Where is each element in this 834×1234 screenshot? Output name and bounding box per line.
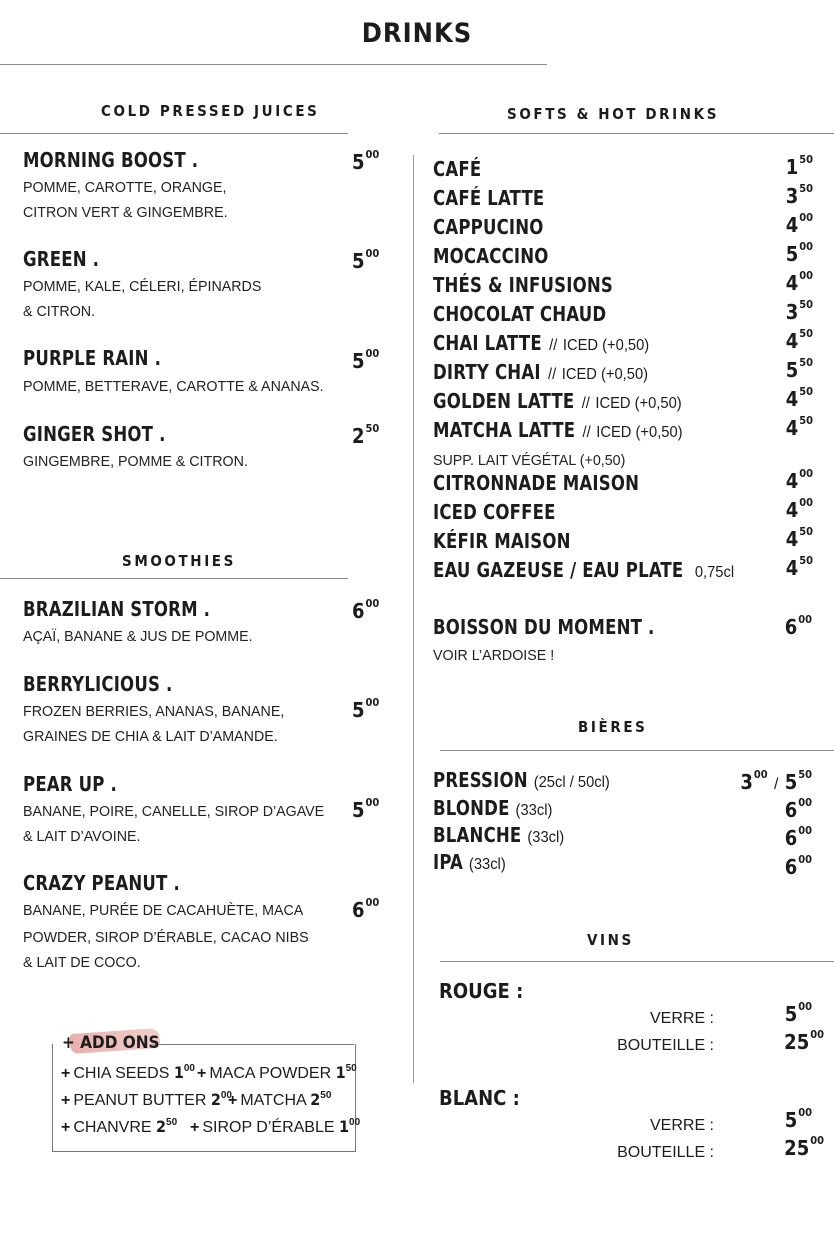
wine-verre-label: VERRE : — [649, 1117, 714, 1134]
item-price: $2^{50}$ — [352, 422, 380, 448]
item-description: FROZEN BERRIES, ANANAS, BANANE, — [23, 703, 285, 720]
item-name: BLANCHE (33cl) — [433, 823, 565, 847]
item-name: PEAR UP . — [23, 772, 118, 796]
item-name: EAU GAZEUSE / EAU PLATE 0,75cl — [433, 558, 735, 582]
item-price: $4^{00}$ — [785, 467, 813, 493]
item-description: POMME, CAROTTE, ORANGE, — [23, 179, 227, 196]
item-name: MOCACCINO — [433, 244, 549, 268]
item-name: PRESSION (25cl / 50cl) — [433, 768, 610, 792]
wine-verre-price: $5^{00}$ — [784, 1000, 812, 1026]
supp-note: SUPP. LAIT VÉGÉTAL (+0,50) — [433, 452, 626, 469]
item-name: CHAI LATTE // ICED (+0,50) — [433, 331, 650, 355]
item-price: $3^{00} / 5^{50}$ — [740, 768, 812, 794]
item-description: BANANE, POIRE, CANELLE, SIROP D’AGAVE — [23, 803, 325, 820]
item-price: $6^{00}$ — [784, 796, 812, 822]
item-description: CITRON VERT & GINGEMBRE. — [23, 204, 228, 221]
item-description: POMME, BETTERAVE, CAROTTE & ANANAS. — [23, 378, 324, 395]
item-description: & LAIT D’AVOINE. — [23, 828, 141, 845]
addon-item: + MACA POWDER $1^{50}$ — [197, 1063, 357, 1082]
section-title-softs-hot-drinks: SOFTS & HOT DRINKS — [507, 105, 720, 123]
addon-item: + SIROP D’ÉRABLE $1^{00}$ — [190, 1117, 361, 1136]
menu-row — [433, 445, 813, 469]
menu-row — [433, 416, 813, 445]
softs-list — [433, 155, 813, 585]
item-name: CAFÉ LATTE — [433, 186, 545, 210]
item-description: & CITRON. — [23, 303, 96, 320]
item-name: ICED COFFEE — [433, 500, 556, 524]
item-name: PURPLE RAIN . — [23, 346, 162, 370]
section-title-smoothies: SMOOTHIES — [122, 552, 236, 570]
item-price: $4^{50}$ — [785, 554, 813, 580]
page-title: DRINKS — [361, 18, 473, 49]
section-divider — [440, 961, 834, 962]
item-price: $4^{50}$ — [785, 385, 813, 411]
item-name: CRAZY PEANUT . — [23, 871, 180, 895]
item-name: CAFÉ — [433, 157, 482, 181]
menu-row — [433, 300, 813, 329]
section-divider — [0, 578, 348, 579]
item-price: $4^{00}$ — [785, 211, 813, 237]
item-name: IPA (33cl) — [433, 850, 506, 874]
item-price: $5^{00}$ — [352, 347, 380, 373]
section-title-cold-pressed-juices: COLD PRESSED JUICES — [101, 102, 320, 120]
item-name: DIRTY CHAI // ICED (+0,50) — [433, 360, 649, 384]
item-description: VOIR L’ARDOISE ! — [433, 647, 555, 664]
column-divider — [413, 155, 414, 1083]
item-name: GINGER SHOT . — [23, 422, 166, 446]
item-description: & LAIT DE COCO. — [23, 954, 141, 971]
addon-item: + PEANUT BUTTER $2^{00}$ — [61, 1090, 232, 1109]
menu-row — [433, 271, 813, 300]
item-description: GRAINES DE CHIA & LAIT D’AMANDE. — [23, 728, 278, 745]
section-divider — [439, 133, 834, 134]
wine-label-rouge: ROUGE : — [439, 979, 524, 1003]
menu-row — [433, 155, 813, 184]
wine-bouteille-label: BOUTEILLE : — [617, 1037, 714, 1054]
menu-row — [433, 387, 813, 416]
item-price: $3^{50}$ — [785, 298, 813, 324]
section-divider — [440, 750, 834, 751]
item-price: $6^{00}$ — [784, 613, 812, 639]
wine-bouteille-price: $25^{00}$ — [784, 1028, 824, 1054]
item-description: POWDER, SIROP D’ÉRABLE, CACAO NIBS — [23, 929, 309, 946]
item-description: GINGEMBRE, POMME & CITRON. — [23, 453, 248, 470]
item-price: $5^{00}$ — [352, 696, 380, 722]
menu-row — [433, 498, 813, 527]
wine-label-blanc: BLANC : — [439, 1086, 520, 1110]
item-price: $6^{00}$ — [352, 896, 380, 922]
wine-verre-label: VERRE : — [649, 1010, 714, 1027]
addon-item: + CHIA SEEDS $1^{00}$ — [61, 1063, 195, 1082]
item-description: POMME, KALE, CÉLERI, ÉPINARDS — [23, 278, 262, 295]
item-price: $5^{00}$ — [352, 247, 380, 273]
item-price: $4^{00}$ — [785, 269, 813, 295]
item-price: $5^{00}$ — [785, 240, 813, 266]
section-divider — [0, 133, 348, 134]
menu-row — [433, 556, 813, 585]
addon-item: + CHANVRE $2^{50}$ — [61, 1117, 178, 1136]
addons-title: + ADD ONS — [62, 1033, 160, 1053]
item-name: BRAZILIAN STORM . — [23, 597, 211, 621]
item-name: GREEN . — [23, 247, 100, 271]
addon-item: + MATCHA $2^{50}$ — [228, 1090, 332, 1109]
item-price: $3^{50}$ — [785, 182, 813, 208]
item-price: $5^{50}$ — [785, 356, 813, 382]
menu-row — [433, 213, 813, 242]
menu-row — [433, 329, 813, 358]
item-name: CHOCOLAT CHAUD — [433, 302, 607, 326]
title-divider — [0, 64, 547, 65]
menu-row — [433, 358, 813, 387]
item-description: BANANE, PURÉE DE CACAHUÈTE, MACA — [23, 902, 304, 919]
menu-row — [433, 527, 813, 556]
item-price: $4^{50}$ — [785, 327, 813, 353]
wine-verre-price: $5^{00}$ — [784, 1106, 812, 1132]
item-name: BERRYLICIOUS . — [23, 672, 173, 696]
wine-bouteille-label: BOUTEILLE : — [617, 1144, 714, 1161]
item-price: $5^{00}$ — [352, 796, 380, 822]
item-description: AÇAÏ, BANANE & JUS DE POMME. — [23, 628, 253, 645]
item-price: $6^{00}$ — [784, 824, 812, 850]
item-name: MATCHA LATTE // ICED (+0,50) — [433, 418, 683, 442]
item-name: MORNING BOOST . — [23, 148, 199, 172]
item-name: CITRONNADE MAISON — [433, 471, 640, 495]
item-price: $4^{50}$ — [785, 525, 813, 551]
menu-row — [433, 184, 813, 213]
item-price: $1^{50}$ — [785, 153, 813, 179]
section-title-vins: VINS — [587, 931, 634, 949]
item-name: BLONDE (33cl) — [433, 796, 553, 820]
item-price: $4^{00}$ — [785, 496, 813, 522]
menu-row — [433, 469, 813, 498]
item-price: $4^{50}$ — [785, 414, 813, 440]
item-price: $6^{00}$ — [784, 853, 812, 879]
item-name: CAPPUCINO — [433, 215, 544, 239]
item-name: KÉFIR MAISON — [433, 529, 571, 553]
section-title-bieres: BIÈRES — [578, 718, 648, 736]
item-name: BOISSON DU MOMENT . — [433, 615, 655, 639]
item-name: GOLDEN LATTE // ICED (+0,50) — [433, 389, 682, 413]
item-name: THÉS & INFUSIONS — [433, 273, 613, 297]
item-price: $6^{00}$ — [352, 597, 380, 623]
menu-row — [433, 242, 813, 271]
item-price: $5^{00}$ — [352, 148, 380, 174]
wine-bouteille-price: $25^{00}$ — [784, 1134, 824, 1160]
addons-box-top-border — [150, 1044, 354, 1045]
